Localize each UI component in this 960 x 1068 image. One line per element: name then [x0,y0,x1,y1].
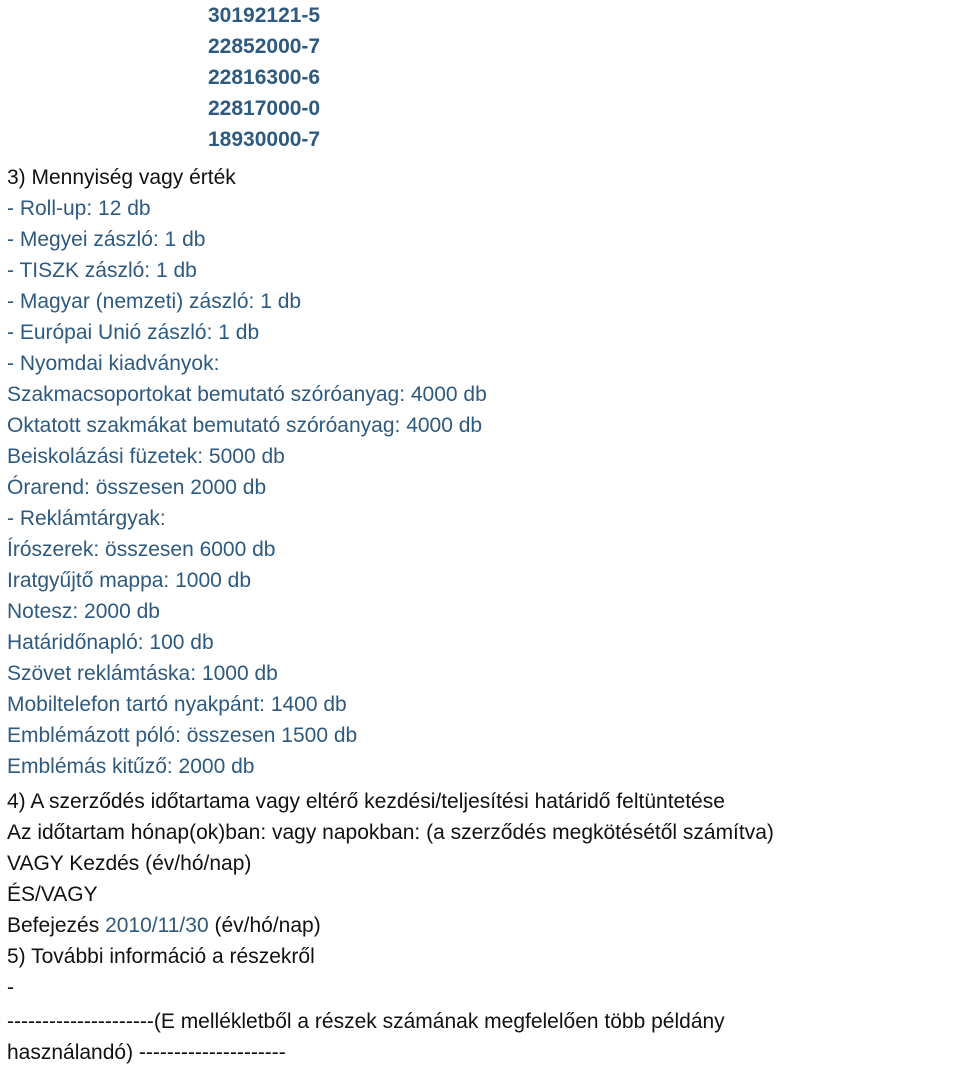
quantity-item: - TISZK zászló: 1 db [7,259,197,282]
end-date-line [7,910,321,941]
quantity-item: Írószerek: összesen 6000 db [7,538,276,561]
quantity-item: Szakmacsoportokat bemutató szóróanyag: 4000 db [7,383,487,406]
cpv-code: 22852000-7 [208,35,321,58]
quantity-item: - Megyei zászló: 1 db [7,228,206,251]
and-or-label: ÉS/VAGY [7,883,98,906]
cpv-code: 18930000-7 [208,128,321,151]
quantity-item: Határidőnapló: 100 db [7,631,214,654]
quantity-item: - Roll-up: 12 db [7,197,151,220]
duration-line: Az időtartam hónap(ok)ban: vagy napokban: (a szerződés megkötésétől számítva) [7,821,774,844]
end-date-format: (év/hó/nap) [214,914,321,937]
quantity-item: Beiskolázási füzetek: 5000 db [7,445,285,468]
annex-note-line-2: használandó) --------------------- [7,1041,286,1064]
start-date-line: VAGY Kezdés (év/hó/nap) [7,852,252,875]
quantity-item: - Reklámtárgyak: [7,507,166,530]
cpv-code: 30192121-5 [208,4,321,27]
quantity-item: Mobiltelefon tartó nyakpánt: 1400 db [7,693,347,716]
quantity-item: Iratgyűjtő mappa: 1000 db [7,569,252,592]
quantity-item: - Nyomdai kiadványok: [7,352,220,375]
end-date-label: Befejezés [7,914,100,937]
quantity-item: Órarend: összesen 2000 db [7,476,267,499]
section-3-heading: 3) Mennyiség vagy érték [7,166,236,189]
quantity-item: Oktatott szakmákat bemutató szóróanyag: 4000 db [7,414,483,437]
section-5-heading: 5) További információ a részekről [7,945,315,968]
quantity-item: Emblémázott póló: összesen 1500 db [7,724,358,747]
section-5-value: - [7,976,14,999]
cpv-code: 22816300-6 [208,66,321,89]
quantity-item: Szövet reklámtáska: 1000 db [7,662,278,685]
quantity-item: - Európai Unió zászló: 1 db [7,321,260,344]
section-4-heading: 4) A szerződés időtartama vagy eltérő kezdési/teljesítési határidő feltüntetése [7,790,725,813]
quantity-item: Emblémás kitűző: 2000 db [7,755,255,778]
end-date-value: 2010/11/30 [105,914,209,937]
cpv-code: 22817000-0 [208,97,321,120]
quantity-item: Notesz: 2000 db [7,600,160,623]
quantity-item: - Magyar (nemzeti) zászló: 1 db [7,290,302,313]
annex-note-line-1: ---------------------(E mellékletből a részek számának megfelelően több példány [7,1010,725,1033]
